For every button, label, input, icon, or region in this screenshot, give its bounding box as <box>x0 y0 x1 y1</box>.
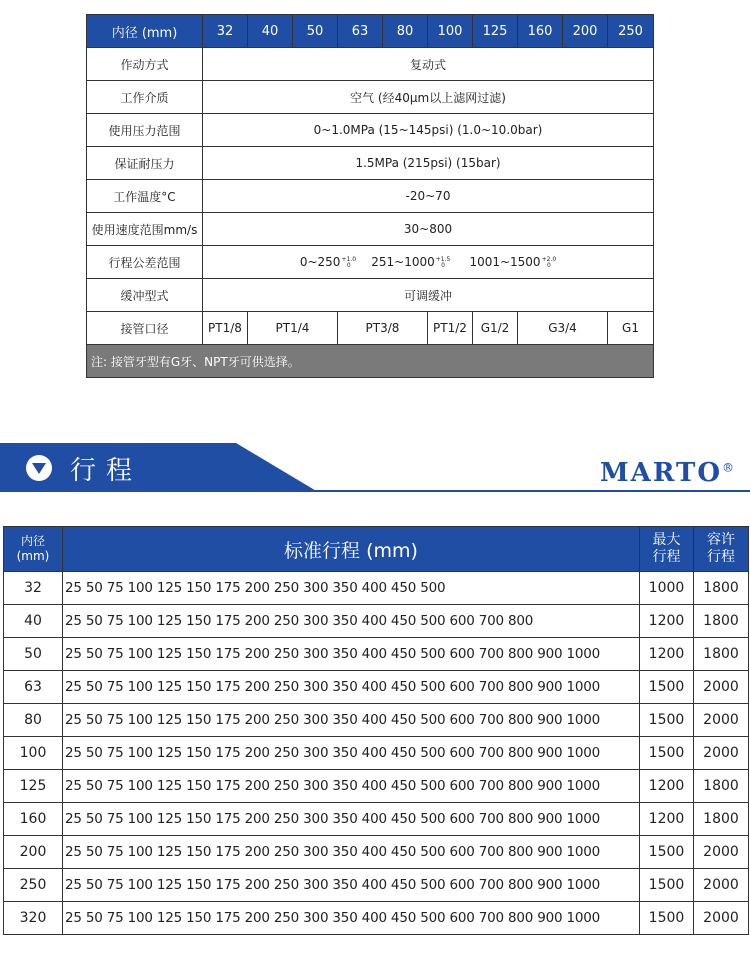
lower-limit: 0 <box>346 261 351 269</box>
tolerance-2-limits <box>436 257 451 269</box>
bore-value: 80 <box>4 704 63 737</box>
stroke-list: 25 50 75 100 125 150 175 200 250 300 350 400 450 500 600 700 800 900 1000 <box>63 737 640 770</box>
max-stroke-value: 1500 <box>640 836 694 869</box>
section-title: 行程 <box>70 456 143 486</box>
spec-row-value: 0~1.0MPa (15~145psi) (1.0~10.0bar) <box>203 114 654 147</box>
bore-value: 50 <box>4 638 63 671</box>
stroke-table <box>3 526 749 935</box>
max-stroke-value: 1500 <box>640 704 694 737</box>
down-triangle-icon-arrow <box>32 463 46 474</box>
spec-row <box>87 279 654 312</box>
tolerance-range-1: 0~250 <box>299 255 341 269</box>
logo-text: MARTO <box>599 458 722 488</box>
spec-row-label: 使用速度范围mm/s <box>87 213 203 246</box>
bore-value: 250 <box>4 869 63 902</box>
bore-value: 63 <box>4 671 63 704</box>
table-row <box>4 737 749 770</box>
header-max-stroke <box>640 527 694 572</box>
note-row <box>87 345 654 378</box>
allow-stroke-value: 1800 <box>694 770 749 803</box>
table-row <box>4 671 749 704</box>
spec-row-value: 复动式 <box>203 48 654 81</box>
max-stroke-value: 1500 <box>640 869 694 902</box>
bore-value: 125 <box>4 770 63 803</box>
upper-limit: +2.0 <box>541 255 557 263</box>
header-allow-line-2: 行程 <box>707 549 735 565</box>
spec-row <box>87 147 654 180</box>
bore-value: 40 <box>4 605 63 638</box>
port-cell: G3/4 <box>518 312 608 345</box>
spec-table <box>86 14 654 378</box>
port-cell: PT1/4 <box>248 312 338 345</box>
header-bore <box>4 527 63 572</box>
registered-mark: ® <box>722 460 736 475</box>
max-stroke-value: 1500 <box>640 902 694 935</box>
max-stroke-value: 1200 <box>640 638 694 671</box>
port-row <box>87 312 654 345</box>
bore-cell: 80 <box>383 15 428 48</box>
allow-stroke-value: 2000 <box>694 836 749 869</box>
bore-value: 32 <box>4 572 63 605</box>
stroke-list: 25 50 75 100 125 150 175 200 250 300 350 400 450 500 600 700 800 900 1000 <box>63 869 640 902</box>
allow-stroke-value: 1800 <box>694 605 749 638</box>
bore-cell: 100 <box>428 15 473 48</box>
table-row <box>4 572 749 605</box>
spec-row <box>87 48 654 81</box>
spec-row-label: 工作温度°C <box>87 180 203 213</box>
spec-row-label: 工作介质 <box>87 81 203 114</box>
spec-header-row <box>87 15 654 48</box>
header-allow-line-1: 容许 <box>707 532 735 548</box>
port-cell: PT1/2 <box>428 312 473 345</box>
lower-limit: 0 <box>441 261 445 269</box>
spec-row-value: 30~800 <box>203 213 654 246</box>
tolerance-row <box>87 246 654 279</box>
spec-row <box>87 180 654 213</box>
bore-cell: 250 <box>608 15 654 48</box>
table-row <box>4 902 749 935</box>
tolerance-1-limits <box>341 257 356 269</box>
stroke-list: 25 50 75 100 125 150 175 200 250 300 350 400 450 500 <box>63 572 640 605</box>
port-cell: PT3/8 <box>338 312 428 345</box>
table-row <box>4 605 749 638</box>
spec-row-label: 作动方式 <box>87 48 203 81</box>
tolerance-range-2: 251~1000 <box>371 255 435 269</box>
max-stroke-value: 1500 <box>640 737 694 770</box>
stroke-list: 25 50 75 100 125 150 175 200 250 300 350 400 450 500 600 700 800 900 1000 <box>63 803 640 836</box>
allow-stroke-value: 2000 <box>694 869 749 902</box>
allow-stroke-value: 1800 <box>694 572 749 605</box>
bore-value: 160 <box>4 803 63 836</box>
table-row <box>4 704 749 737</box>
brand-logo <box>600 458 736 488</box>
table-row <box>4 638 749 671</box>
header-standard-stroke: 标准行程 (mm) <box>63 527 640 572</box>
port-cell: PT1/8 <box>203 312 248 345</box>
max-stroke-value: 1200 <box>640 605 694 638</box>
spec-row-label: 缓冲型式 <box>87 279 203 312</box>
stroke-header-row <box>4 527 749 572</box>
spec-row-value: 1.5MPa (215psi) (15bar) <box>203 147 654 180</box>
header-bore-line-1: 内径 <box>20 534 45 548</box>
bore-value: 320 <box>4 902 63 935</box>
bore-value: 200 <box>4 836 63 869</box>
max-stroke-value: 1200 <box>640 803 694 836</box>
spec-header-label: 内径 (mm) <box>87 15 203 48</box>
spec-row-value: -20~70 <box>203 180 654 213</box>
table-row <box>4 836 749 869</box>
spec-row <box>87 213 654 246</box>
spec-row <box>87 114 654 147</box>
tolerance-range-3: 1001~1500 <box>469 255 541 269</box>
tolerance-3-limits <box>542 257 557 269</box>
allow-stroke-value: 2000 <box>694 671 749 704</box>
bore-cell: 63 <box>338 15 383 48</box>
header-allowable-stroke <box>694 527 749 572</box>
allow-stroke-value: 1800 <box>694 638 749 671</box>
allow-stroke-value: 2000 <box>694 737 749 770</box>
bore-cell: 32 <box>203 15 248 48</box>
bore-value: 100 <box>4 737 63 770</box>
spec-row-value: 空气 (经40μm以上滤网过滤) <box>203 81 654 114</box>
tolerance-value <box>203 246 654 279</box>
bore-cell: 200 <box>563 15 608 48</box>
header-max-line-1: 最大 <box>652 532 681 548</box>
stroke-list: 25 50 75 100 125 150 175 200 250 300 350 400 450 500 600 700 800 900 1000 <box>63 638 640 671</box>
allow-stroke-value: 2000 <box>694 902 749 935</box>
upper-limit: +1.0 <box>341 255 357 263</box>
table-row <box>4 869 749 902</box>
bore-cell: 40 <box>248 15 293 48</box>
stroke-list: 25 50 75 100 125 150 175 200 250 300 350 400 450 500 600 700 800 900 1000 <box>63 704 640 737</box>
spec-row-label: 保证耐压力 <box>87 147 203 180</box>
spec-row-label: 接管口径 <box>87 312 203 345</box>
note-text: 注: 接管牙型有G牙、NPT牙可供选择。 <box>87 345 654 378</box>
spec-row <box>87 81 654 114</box>
max-stroke-value: 1500 <box>640 671 694 704</box>
bore-cell: 50 <box>293 15 338 48</box>
allow-stroke-value: 2000 <box>694 704 749 737</box>
bore-cell: 125 <box>473 15 518 48</box>
max-stroke-value: 1200 <box>640 770 694 803</box>
bore-cell: 160 <box>518 15 563 48</box>
stroke-list: 25 50 75 100 125 150 175 200 250 300 350 400 450 500 600 700 800 900 1000 <box>63 902 640 935</box>
table-row <box>4 770 749 803</box>
spec-row-value: 可调缓冲 <box>203 279 654 312</box>
spec-row-label: 行程公差范围 <box>87 246 203 279</box>
stroke-list: 25 50 75 100 125 150 175 200 250 300 350 400 450 500 600 700 800 900 1000 <box>63 770 640 803</box>
upper-limit: +1.5 <box>435 255 451 263</box>
max-stroke-value: 1000 <box>640 572 694 605</box>
allow-stroke-value: 1800 <box>694 803 749 836</box>
table-row <box>4 803 749 836</box>
stroke-list: 25 50 75 100 125 150 175 200 250 300 350 400 450 500 600 700 800 900 1000 <box>63 836 640 869</box>
lower-limit: 0 <box>546 261 551 269</box>
port-cell: G1 <box>608 312 654 345</box>
header-bore-line-2: (mm) <box>16 549 50 563</box>
stroke-list: 25 50 75 100 125 150 175 200 250 300 350 400 450 500 600 700 800 900 1000 <box>63 671 640 704</box>
header-max-line-2: 行程 <box>652 549 681 565</box>
port-cell: G1/2 <box>473 312 518 345</box>
stroke-list: 25 50 75 100 125 150 175 200 250 300 350 400 450 500 600 700 800 <box>63 605 640 638</box>
spec-row-label: 使用压力范围 <box>87 114 203 147</box>
